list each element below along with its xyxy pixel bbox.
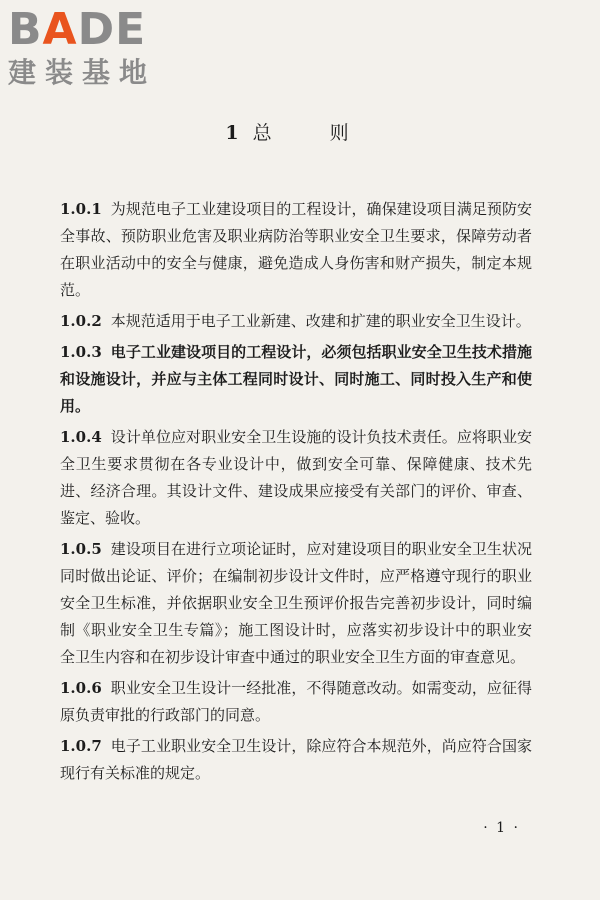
clause-1-0-3 bbox=[60, 339, 532, 420]
chapter-heading bbox=[0, 118, 600, 145]
chapter-title: 总 则 bbox=[252, 122, 375, 144]
clause-number: 1.0.3 bbox=[60, 343, 102, 361]
clause-1-0-6 bbox=[60, 675, 532, 729]
watermark-brand-chinese: 建装基地 bbox=[8, 56, 157, 89]
clause-number: 1.0.5 bbox=[60, 540, 102, 558]
clause-text: 电子工业职业安全卫生设计，除应符合本规范外，尚应符合国家现行有关标准的规定。 bbox=[60, 737, 532, 782]
clause-text: 职业安全卫生设计一经批准，不得随意改动。如需变动，应征得原负责审批的行政部门的同意。 bbox=[60, 679, 532, 724]
clause-text: 设计单位应对职业安全卫生设施的设计负技术责任。应将职业安全卫生要求贯彻在各专业设计中，做到安全可靠、保障健康、技术先进、经济合理。其设计文件、建设成果应接受有关部门的评价、审查、鉴定、验收。 bbox=[60, 428, 532, 527]
clause-number: 1.0.4 bbox=[60, 428, 102, 446]
clause-text: 为规范电子工业建设项目的工程设计，确保建设项目满足预防安全事故、预防职业危害及职业病防治等职业安全卫生要求，保障劳动者在职业活动中的安全与健康，避免造成人身伤害和财产损失，制定本规范。 bbox=[60, 200, 532, 299]
page-number: · 1 · bbox=[483, 820, 520, 836]
clause-text: 建设项目在进行立项论证时，应对建设项目的职业安全卫生状况同时做出论证、评价；在编制初步设计文件时，应严格遵守现行的职业安全卫生标准，并依据职业安全卫生预评价报告完善初步设计，同时编制《职业安全卫生专篇》；施工图设计时，应落实初步设计中的职业安全卫生内容和在初步设计审查中通过的职业安全卫生方面的审查意见。 bbox=[60, 540, 532, 666]
watermark-brand-text: BADE bbox=[8, 4, 147, 55]
watermark-logo bbox=[8, 6, 178, 90]
clause-number: 1.0.6 bbox=[60, 679, 102, 697]
clause-1-0-5 bbox=[60, 536, 532, 671]
clause-number: 1.0.1 bbox=[60, 200, 102, 218]
clause-number: 1.0.7 bbox=[60, 737, 102, 755]
clause-1-0-4 bbox=[60, 424, 532, 532]
clause-text: 本规范适用于电子工业新建、改建和扩建的职业安全卫生设计。 bbox=[110, 312, 531, 330]
clause-1-0-7 bbox=[60, 733, 532, 787]
clause-1-0-2 bbox=[60, 308, 532, 335]
clause-1-0-1 bbox=[60, 196, 532, 304]
clause-number: 1.0.2 bbox=[60, 312, 102, 330]
clause-list bbox=[60, 196, 532, 791]
clause-text: 电子工业建设项目的工程设计，必须包括职业安全卫生技术措施和设施设计，并应与主体工程同时设计、同时施工、同时投入生产和使用。 bbox=[60, 343, 532, 415]
watermark-brand-accent: A bbox=[42, 4, 78, 55]
chapter-number: 1 bbox=[225, 122, 239, 144]
